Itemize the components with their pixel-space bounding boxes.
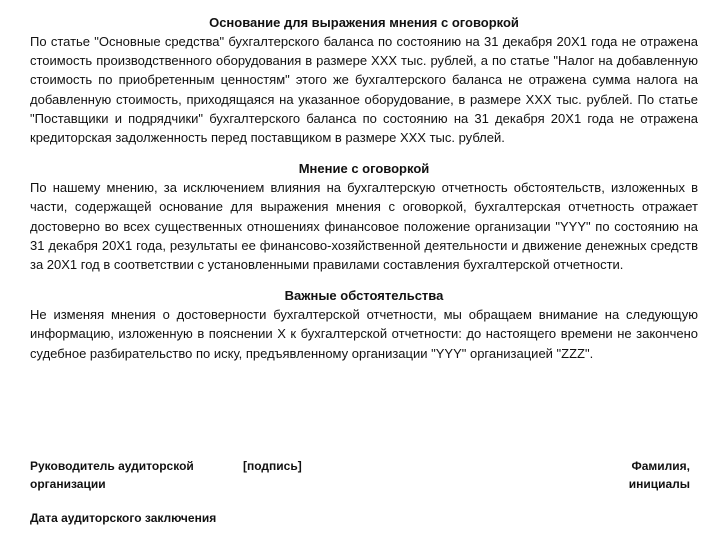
circumstances-text: Не изменяя мнения о достоверности бухгалтерской отчетности, мы обращаем внимание на следующую информацию, изложенную в пояснении X к бухгалтерской отчетности: до настоящего времени не закончено судебное разбирательство по иску, предъявленному организации "YYY" организацией "ZZZ". <box>30 307 698 361</box>
opinion-title: Мнение с оговоркой <box>298 161 430 177</box>
report-date-label: Дата аудиторского заключения <box>30 511 217 525</box>
circumstances-title: Важные обстоятельства <box>284 288 444 304</box>
basis-text: По статье "Основные средства" бухгалтерского баланса по состоянию на 31 декабря 20X1 года не отражена стоимость производственного оборудования в размере XXX тыс. рублей, а по статье "Налог на добавленную стоимость по приобретенным ценностям" этого же бухгалтерского баланса не отражена сумма налога на добавленную стоимость, приходящаяся на указанное оборудование, в размере XXX тыс. рублей. По статье "Поставщики и подрядчики" бухгалтерского баланса по состоянию на 31 декабря 20X1 года не отражена кредиторская задолженность перед поставщиком в размере XXX тыс. рублей. <box>30 34 698 146</box>
opinion-text: По нашему мнению, за исключением влияния на бухгалтерскую отчетность обстоятельств, изложенных в части, содержащей основание для выражения мнения с оговоркой, бухгалтерская отчетность отражает достоверно во всех существенных отношениях финансовое положение организации "YYY" по состоянию на 31 декабря 20X1 года, результаты ее финансово-хозяйственной деятельности и движение денежных средств за 20X1 год в соответствии с установленными правилами составления бухгалтерской отчетности. <box>30 180 698 273</box>
signature-placeholder: [подпись] <box>243 459 302 473</box>
basis-title: Основание для выражения мнения с оговоркой <box>209 15 519 30</box>
signer-role: Руководитель аудиторской организации <box>30 459 194 491</box>
signer-name: Фамилия, инициалы <box>628 459 690 491</box>
audit-report-body <box>30 14 698 363</box>
